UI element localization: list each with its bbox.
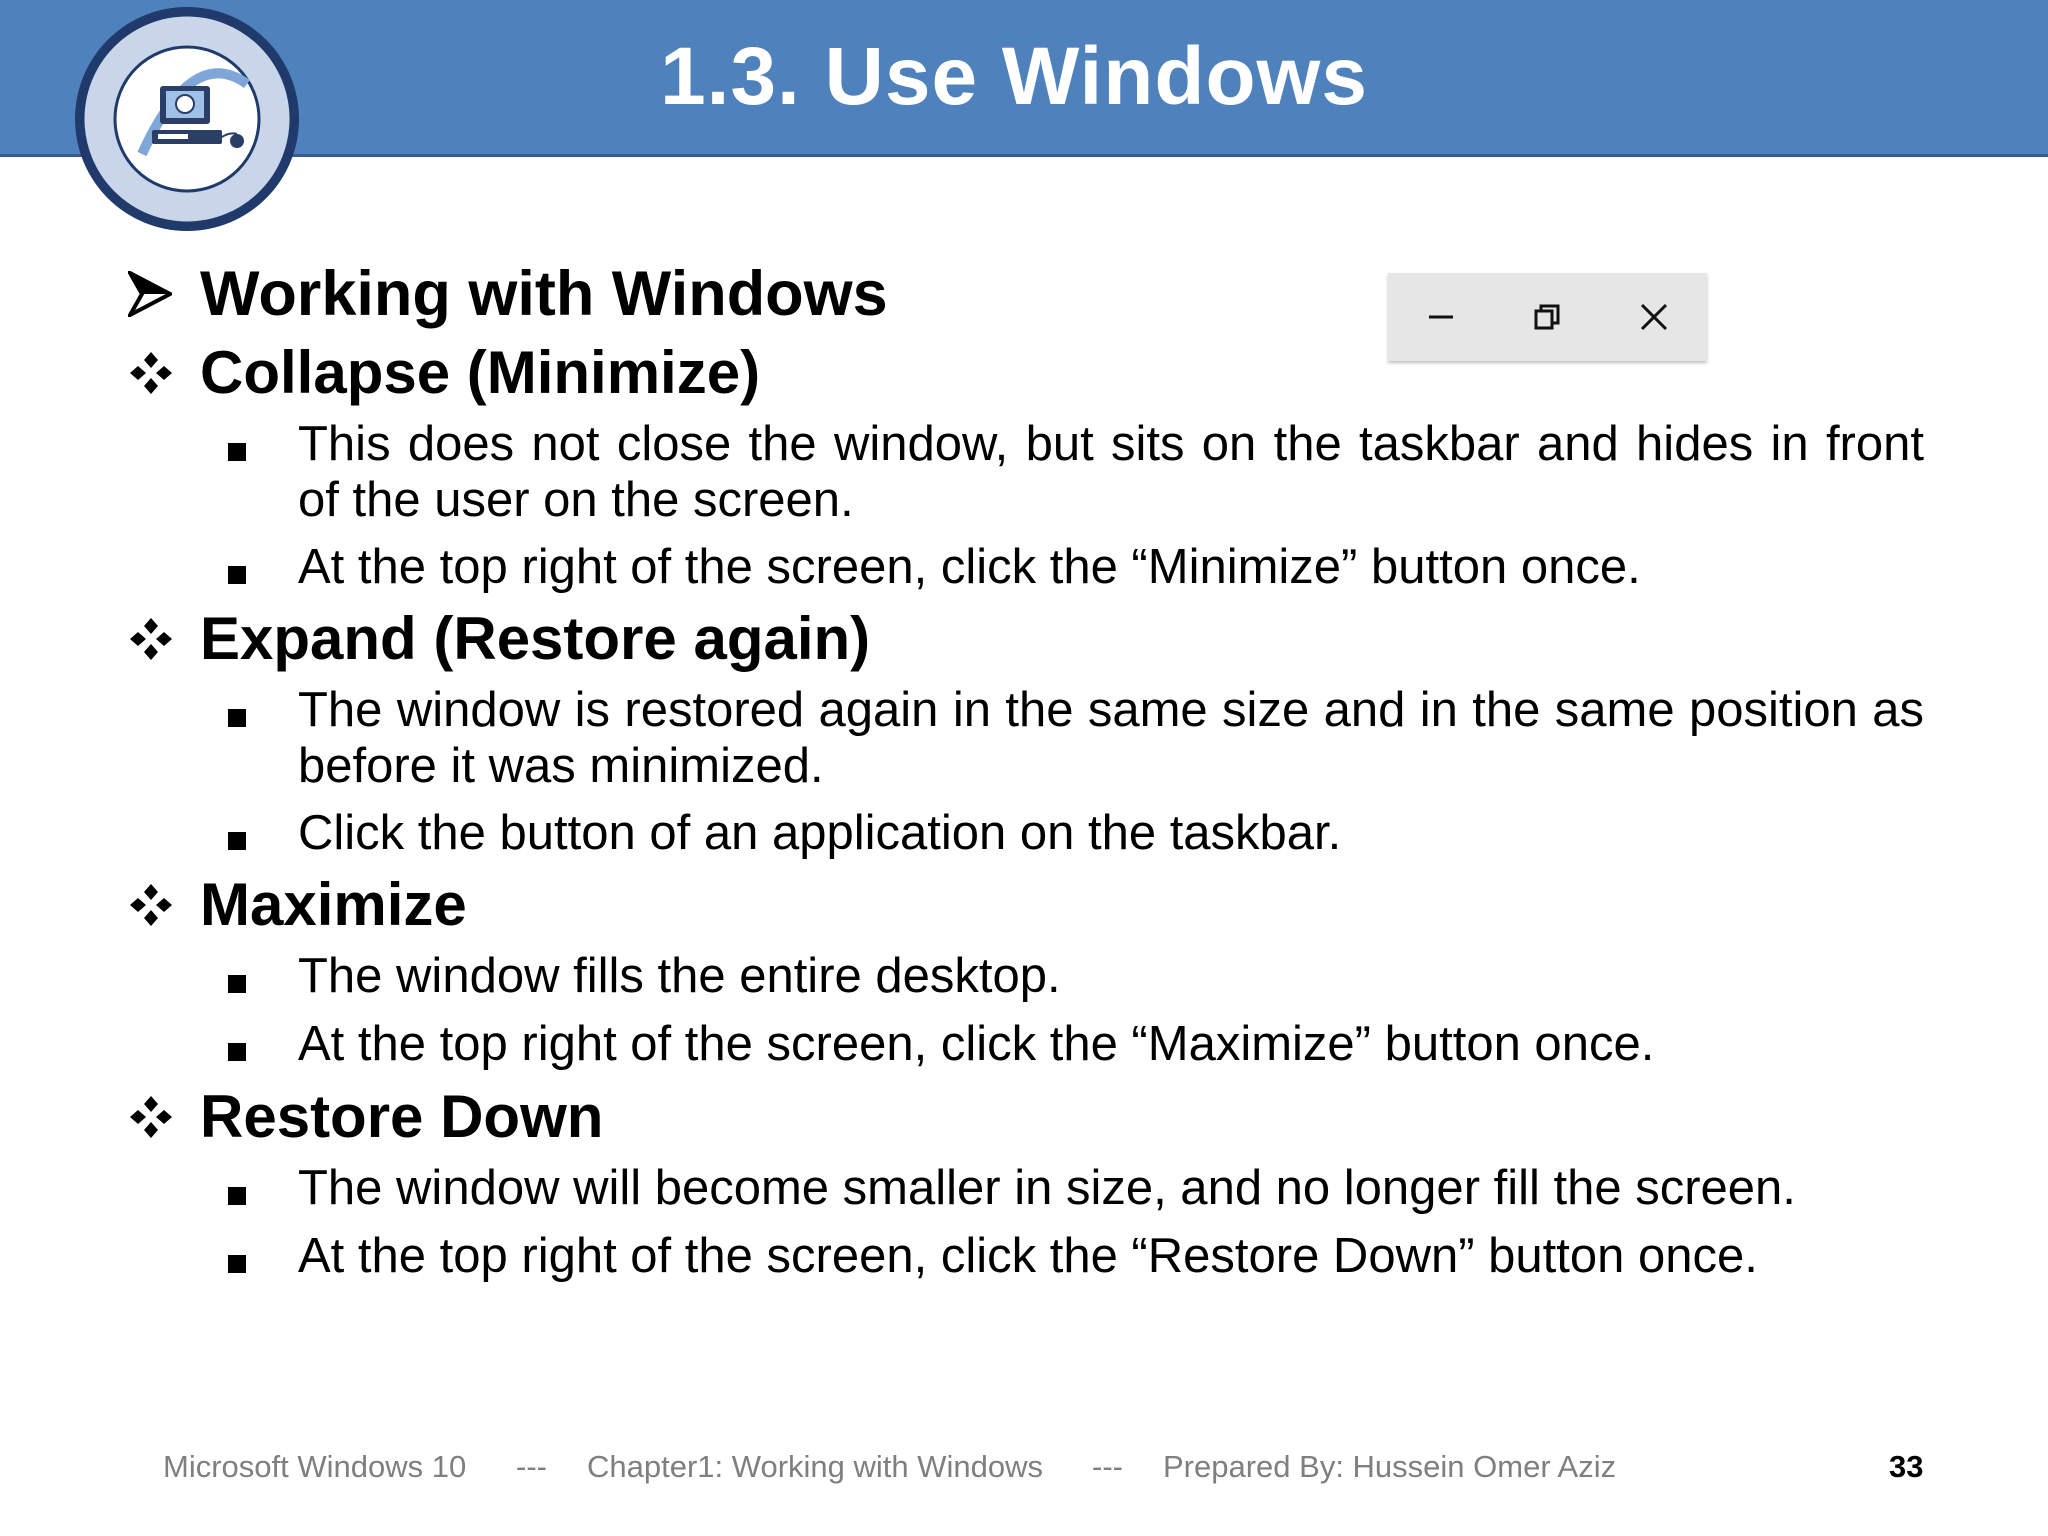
main-heading: Working with Windows — [200, 259, 888, 329]
bullet-text: The window will become smaller in size, and no longer fill the screen. — [298, 1161, 1796, 1215]
slide-footer — [0, 1447, 2048, 1487]
section-title-row — [128, 337, 760, 409]
footer-separator: --- — [1092, 1449, 1123, 1484]
heading-row — [128, 258, 888, 330]
minimize-icon — [1411, 287, 1471, 347]
list-item — [228, 948, 1924, 1004]
bullet-text: Click the button of an application on the taskbar. — [298, 806, 1342, 860]
section-title-row — [128, 1081, 603, 1153]
square-bullet-icon — [228, 1255, 246, 1273]
section-title: Collapse (Minimize) — [200, 339, 761, 406]
section-title-row — [128, 603, 870, 675]
bullet-text: At the top right of the screen, click the “Restore Down” button once. — [298, 1229, 1758, 1283]
institute-seal-computer-icon — [72, 4, 302, 234]
square-bullet-icon — [228, 709, 246, 727]
bullet-text: The window is restored again in the same size and in the same position as before it was minimized. — [298, 683, 1924, 793]
list-item — [228, 1160, 1924, 1216]
slide-title: 1.3. Use Windows — [660, 31, 1368, 122]
section-title: Restore Down — [200, 1083, 604, 1150]
footer-chapter: Chapter1: Working with Windows — [587, 1449, 1043, 1484]
diamond-bullet-icon — [128, 337, 200, 409]
square-bullet-icon — [228, 832, 246, 850]
section-title: Maximize — [200, 871, 467, 938]
list-item — [228, 539, 1924, 595]
bullet-text: At the top right of the screen, click the “Minimize” button once. — [298, 540, 1641, 594]
bullet-text: The window fills the entire desktop. — [298, 949, 1061, 1003]
list-item — [228, 416, 1924, 528]
footer-author: Prepared By: Hussein Omer Aziz — [1163, 1449, 1617, 1484]
diamond-bullet-icon — [128, 1081, 200, 1153]
window-control-buttons — [1388, 273, 1707, 361]
section-title-row — [128, 869, 467, 941]
square-bullet-icon — [228, 975, 246, 993]
list-item — [228, 805, 1924, 861]
square-bullet-icon — [228, 443, 246, 461]
list-item — [228, 1228, 1924, 1284]
bullet-text: This does not close the window, but sits on the taskbar and hides in front of the user on the screen. — [298, 417, 1924, 527]
list-item — [228, 682, 1924, 794]
close-icon — [1624, 287, 1684, 347]
diamond-bullet-icon — [128, 603, 200, 675]
restore-icon — [1517, 287, 1577, 347]
footer-course: Microsoft Windows 10 — [163, 1449, 467, 1484]
square-bullet-icon — [228, 1187, 246, 1205]
square-bullet-icon — [228, 1043, 246, 1061]
bullet-text: At the top right of the screen, click the “Maximize” button once. — [298, 1017, 1655, 1071]
arrow-bullet-icon — [128, 258, 200, 330]
footer-separator: --- — [516, 1449, 547, 1484]
section-title: Expand (Restore again) — [200, 605, 871, 672]
diamond-bullet-icon — [128, 869, 200, 941]
list-item — [228, 1016, 1924, 1072]
page-number: 33 — [1889, 1449, 1924, 1484]
square-bullet-icon — [228, 566, 246, 584]
